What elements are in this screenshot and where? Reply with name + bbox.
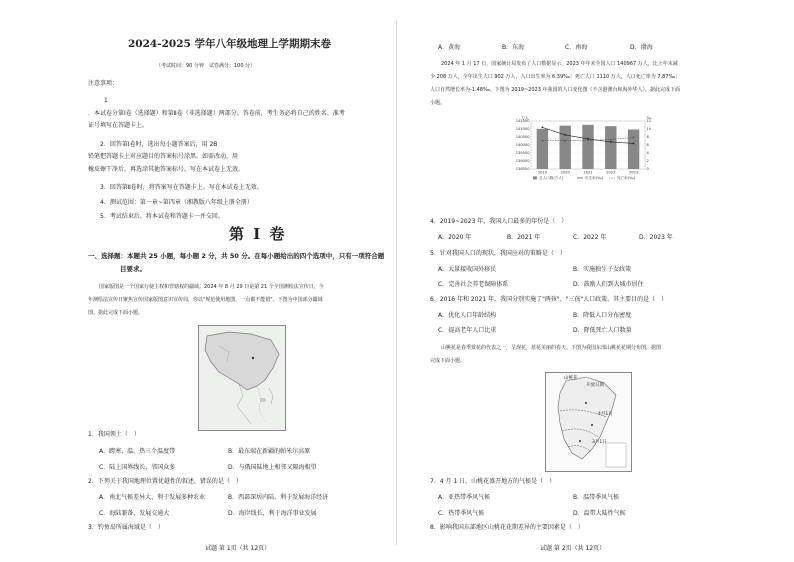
- q7-option-a[interactable]: A．亚热带季风气候: [438, 494, 491, 501]
- notice-1: ．本试卷分第Ⅰ卷（选择题）和第Ⅱ卷（非选择题）两部分。答卷前，考生务必将自己的姓名、准考: [88, 110, 345, 117]
- death-rate-point: [564, 140, 566, 142]
- q5-stem: 5．针对我国人口的现状，我国应对的策略是（ ）: [430, 250, 566, 257]
- q3-option-c[interactable]: C．南海: [565, 44, 588, 51]
- q5-option-b[interactable]: B．实施独生子女政策: [573, 266, 632, 273]
- q6-stem: 6．2016 年和 2021 年，我国分别实施了"两孩"、"三孩"人口政策，其主要目的是（ ）: [430, 296, 668, 303]
- y2-tick-label: 2: [646, 159, 649, 164]
- q5-option-a[interactable]: A．大量接收国外移民: [438, 266, 497, 273]
- map-label-date: 开放日期: [586, 383, 604, 388]
- q5-option-d[interactable]: D．鼓励人们到大城市居住: [573, 281, 644, 288]
- y2-tick-label: 8: [646, 135, 649, 140]
- notice-3: 3．回答第Ⅱ卷时，将答案写在答题卡上。写在本试卷上无效。: [100, 184, 263, 191]
- q6-option-b[interactable]: B．降低人口分布密度: [573, 312, 632, 319]
- right-page: [397, 0, 794, 562]
- q4-option-a[interactable]: A．2020 年: [438, 234, 472, 241]
- q6-option-c[interactable]: C．提高老年人口比重: [438, 327, 497, 334]
- legend-label-death: 死亡率(‰): [617, 176, 636, 180]
- population-chart: [505, 113, 660, 183]
- china-territory-map: [198, 325, 286, 431]
- population-bar: [560, 126, 571, 169]
- q8-stem: 8．影响我国东部地区山桃花花期差异的主要因素是（ ）: [430, 524, 584, 531]
- q1-option-d[interactable]: D．与俄国陆地上相邻又隔海相望: [228, 464, 317, 471]
- q4-option-c[interactable]: C．2022 年: [573, 234, 607, 241]
- notice-2: 2．回答第Ⅰ卷时，选出每小题答案后，用 2B: [100, 141, 218, 148]
- x-tick-label: 2022: [606, 170, 616, 175]
- notice-2c: 橡皮擦干净后，再选涂其他答案标号。写在本试卷上无效。: [88, 166, 245, 173]
- death-rate-point: [610, 139, 612, 141]
- y-tick-label: 140500: [515, 135, 530, 140]
- q6-option-a[interactable]: A．优化人口年龄结构: [438, 312, 497, 319]
- page-footer-right: 试题 第 2页（共 12页）: [540, 545, 606, 552]
- death-rate-point: [587, 139, 589, 141]
- notice-4: 4．测试范围：第一章~第四章（湘教版八年级上册全册）: [100, 199, 253, 206]
- map-graphic: [199, 326, 285, 430]
- x-tick-label: 2021: [583, 170, 593, 175]
- q7-stem: 7．4 月 1 日，山桃花盛开地方的气候是（ ）: [430, 478, 556, 485]
- birth-rate-point: [564, 134, 566, 136]
- q2-option-c[interactable]: C．海陆兼备，发展交通大: [99, 510, 170, 517]
- passage3: 山桃花是春季赏花的代表之一，呈现花，惹花美丽的春天。下图为我国东部山桃花花期分布图。据图: [441, 345, 662, 351]
- q7-option-c[interactable]: C．热带季风气候: [438, 510, 485, 517]
- page-footer-left: 试题 第 1页（共 12页）: [205, 545, 271, 552]
- part1-instruction-b: 目要求。: [120, 265, 146, 273]
- x-tick-label: 2020: [560, 170, 570, 175]
- notice-heading: 注意事项：: [88, 80, 119, 87]
- x-tick-label: 2019: [537, 170, 547, 175]
- q2-option-a[interactable]: A．南北气候差异大，利于发展多种农业: [99, 494, 206, 501]
- y-tick-label: 138500: [515, 167, 530, 172]
- q3-option-d[interactable]: D．渤海: [630, 44, 653, 51]
- y2-tick-label: 4: [646, 151, 649, 156]
- q4-option-b[interactable]: B．2021 年: [507, 234, 541, 241]
- legend-swatch-bar: [533, 176, 537, 179]
- q3-option-a[interactable]: A．黄海: [438, 44, 461, 51]
- exam-subtitle: （考试时间：90 分钟 试卷满分：100 分）: [156, 63, 256, 69]
- passage1c: 图。据此完成下面小题。: [88, 310, 144, 316]
- y-tick-label: 139500: [515, 151, 530, 156]
- passage2: 2024 年 1 月 17 日，国家统计局发布了人口数据显示，2023 年年末全国人口 140967 万人，比上年末减: [441, 61, 678, 67]
- passage3b: 完成下面小题。: [430, 358, 466, 364]
- passage1b: 年测绘法宣传日聚焦宣传国家版图意识宣传周，你以"规范使用地图，一点都不能错"。下图为中国部分疆域: [88, 297, 323, 303]
- map-label-mar1: 3月1日: [592, 440, 607, 445]
- q3-option-b[interactable]: B．东海: [502, 44, 525, 51]
- legend-label-birth: 出生率(‰): [585, 176, 604, 180]
- y-tick-label: 141000: [515, 127, 530, 132]
- passage2c: 人口自然增长率为-1.48‰。下图为 2019~2023 年我国的人口变化图（不含港澳台和海外华人）。据此完成下面: [430, 87, 680, 93]
- map-label-title: 山桃花: [564, 376, 578, 381]
- y-tick-label: 140000: [515, 143, 530, 148]
- birth-rate-point: [633, 143, 635, 145]
- y2-tick-label: 0: [646, 167, 649, 172]
- population-bar: [537, 129, 548, 169]
- y-tick-label: 141500: [515, 119, 530, 124]
- q2-option-b[interactable]: B．西部深居内陆，利于发展海洋经济: [228, 494, 329, 501]
- exam-title: 2024-2025 学年八年级地理上学期期末卷: [128, 38, 331, 50]
- birth-rate-point: [610, 141, 612, 143]
- q1-option-c[interactable]: C．陆上国界线长，邻国众多: [99, 464, 176, 471]
- section-title: 第 I 卷: [229, 225, 287, 243]
- y2-tick-label: 6: [646, 143, 649, 148]
- q6-option-d[interactable]: D．降低死亡人口数量: [573, 327, 632, 334]
- x-tick-label: 2023: [629, 170, 639, 175]
- peach-blossom-map: [545, 372, 632, 472]
- q4-option-d[interactable]: D．2023 年: [639, 234, 673, 241]
- q7-option-d[interactable]: D．温带大陆性气候: [573, 510, 626, 517]
- y2-tick-label: 10: [646, 127, 652, 132]
- passage2b: 少 208 万人，全年出生人口 902 万人，人口出生率为 6.39‰；死亡人口 1110 万人，人口死亡率为 7.87‰；: [430, 74, 681, 80]
- y-tick-label: 139000: [515, 159, 530, 164]
- y2-axis-unit: ‰: [646, 116, 652, 120]
- birth-rate-point: [542, 126, 544, 128]
- map-label-apr1: 4月1日: [598, 412, 613, 417]
- notice-5: 5．考试结束后，将本试卷和答题卡一并交回。: [100, 213, 224, 220]
- q7-option-b[interactable]: B．温带季风气候: [573, 494, 620, 501]
- q1-stem: 1．我国领土（ ）: [88, 431, 140, 438]
- population-bar: [605, 126, 616, 169]
- q2-stem: 2．下列关于我国地理位置优越性的叙述，错误的是（ ）: [88, 478, 242, 485]
- y-axis-unit: 万人: [521, 116, 529, 120]
- q1-option-a[interactable]: A．跨寒、温、热三个温度带: [99, 448, 176, 455]
- passage2d: 小题。: [430, 100, 446, 106]
- y2-tick-label: 12: [646, 119, 652, 124]
- q2-option-d[interactable]: D．海岸线长，利于海洋事业发展: [228, 510, 317, 517]
- passage1: 国家版图是一个国家行使主权和管辖权的疆域。2024 年 8 月 29 日是第 21 个全国测绘法宣传日，今: [99, 284, 324, 290]
- q4-stem: 4．2019~2023 年，我国人口最多的年份是（ ）: [430, 218, 568, 225]
- notice-2b: 铅笔把答题卡上对应题目的答案标号涂黑。如需改动，用: [88, 153, 239, 160]
- death-rate-point: [542, 140, 544, 142]
- notice-1b: 证号填写在答题卡上。: [88, 122, 149, 129]
- q3-stem: 3．钓鱼岛所属海域是（ ）: [88, 524, 164, 531]
- notice-number: 1: [104, 97, 108, 104]
- q1-option-b[interactable]: B．最东端在新疆的帕米尔高原: [228, 448, 311, 455]
- population-bar: [582, 125, 593, 169]
- legend-label-population: 总人口数(万人): [539, 176, 564, 180]
- part1-instruction: 一、选择题：本题共 25 小题，每小题 2 分，共 50 分。在每小题给出的四个选项中，只有一项符合题: [88, 252, 385, 260]
- population-bar: [628, 130, 639, 169]
- q5-option-c[interactable]: C．完善社会养老保障体系: [438, 281, 509, 288]
- death-rate-point: [633, 137, 635, 139]
